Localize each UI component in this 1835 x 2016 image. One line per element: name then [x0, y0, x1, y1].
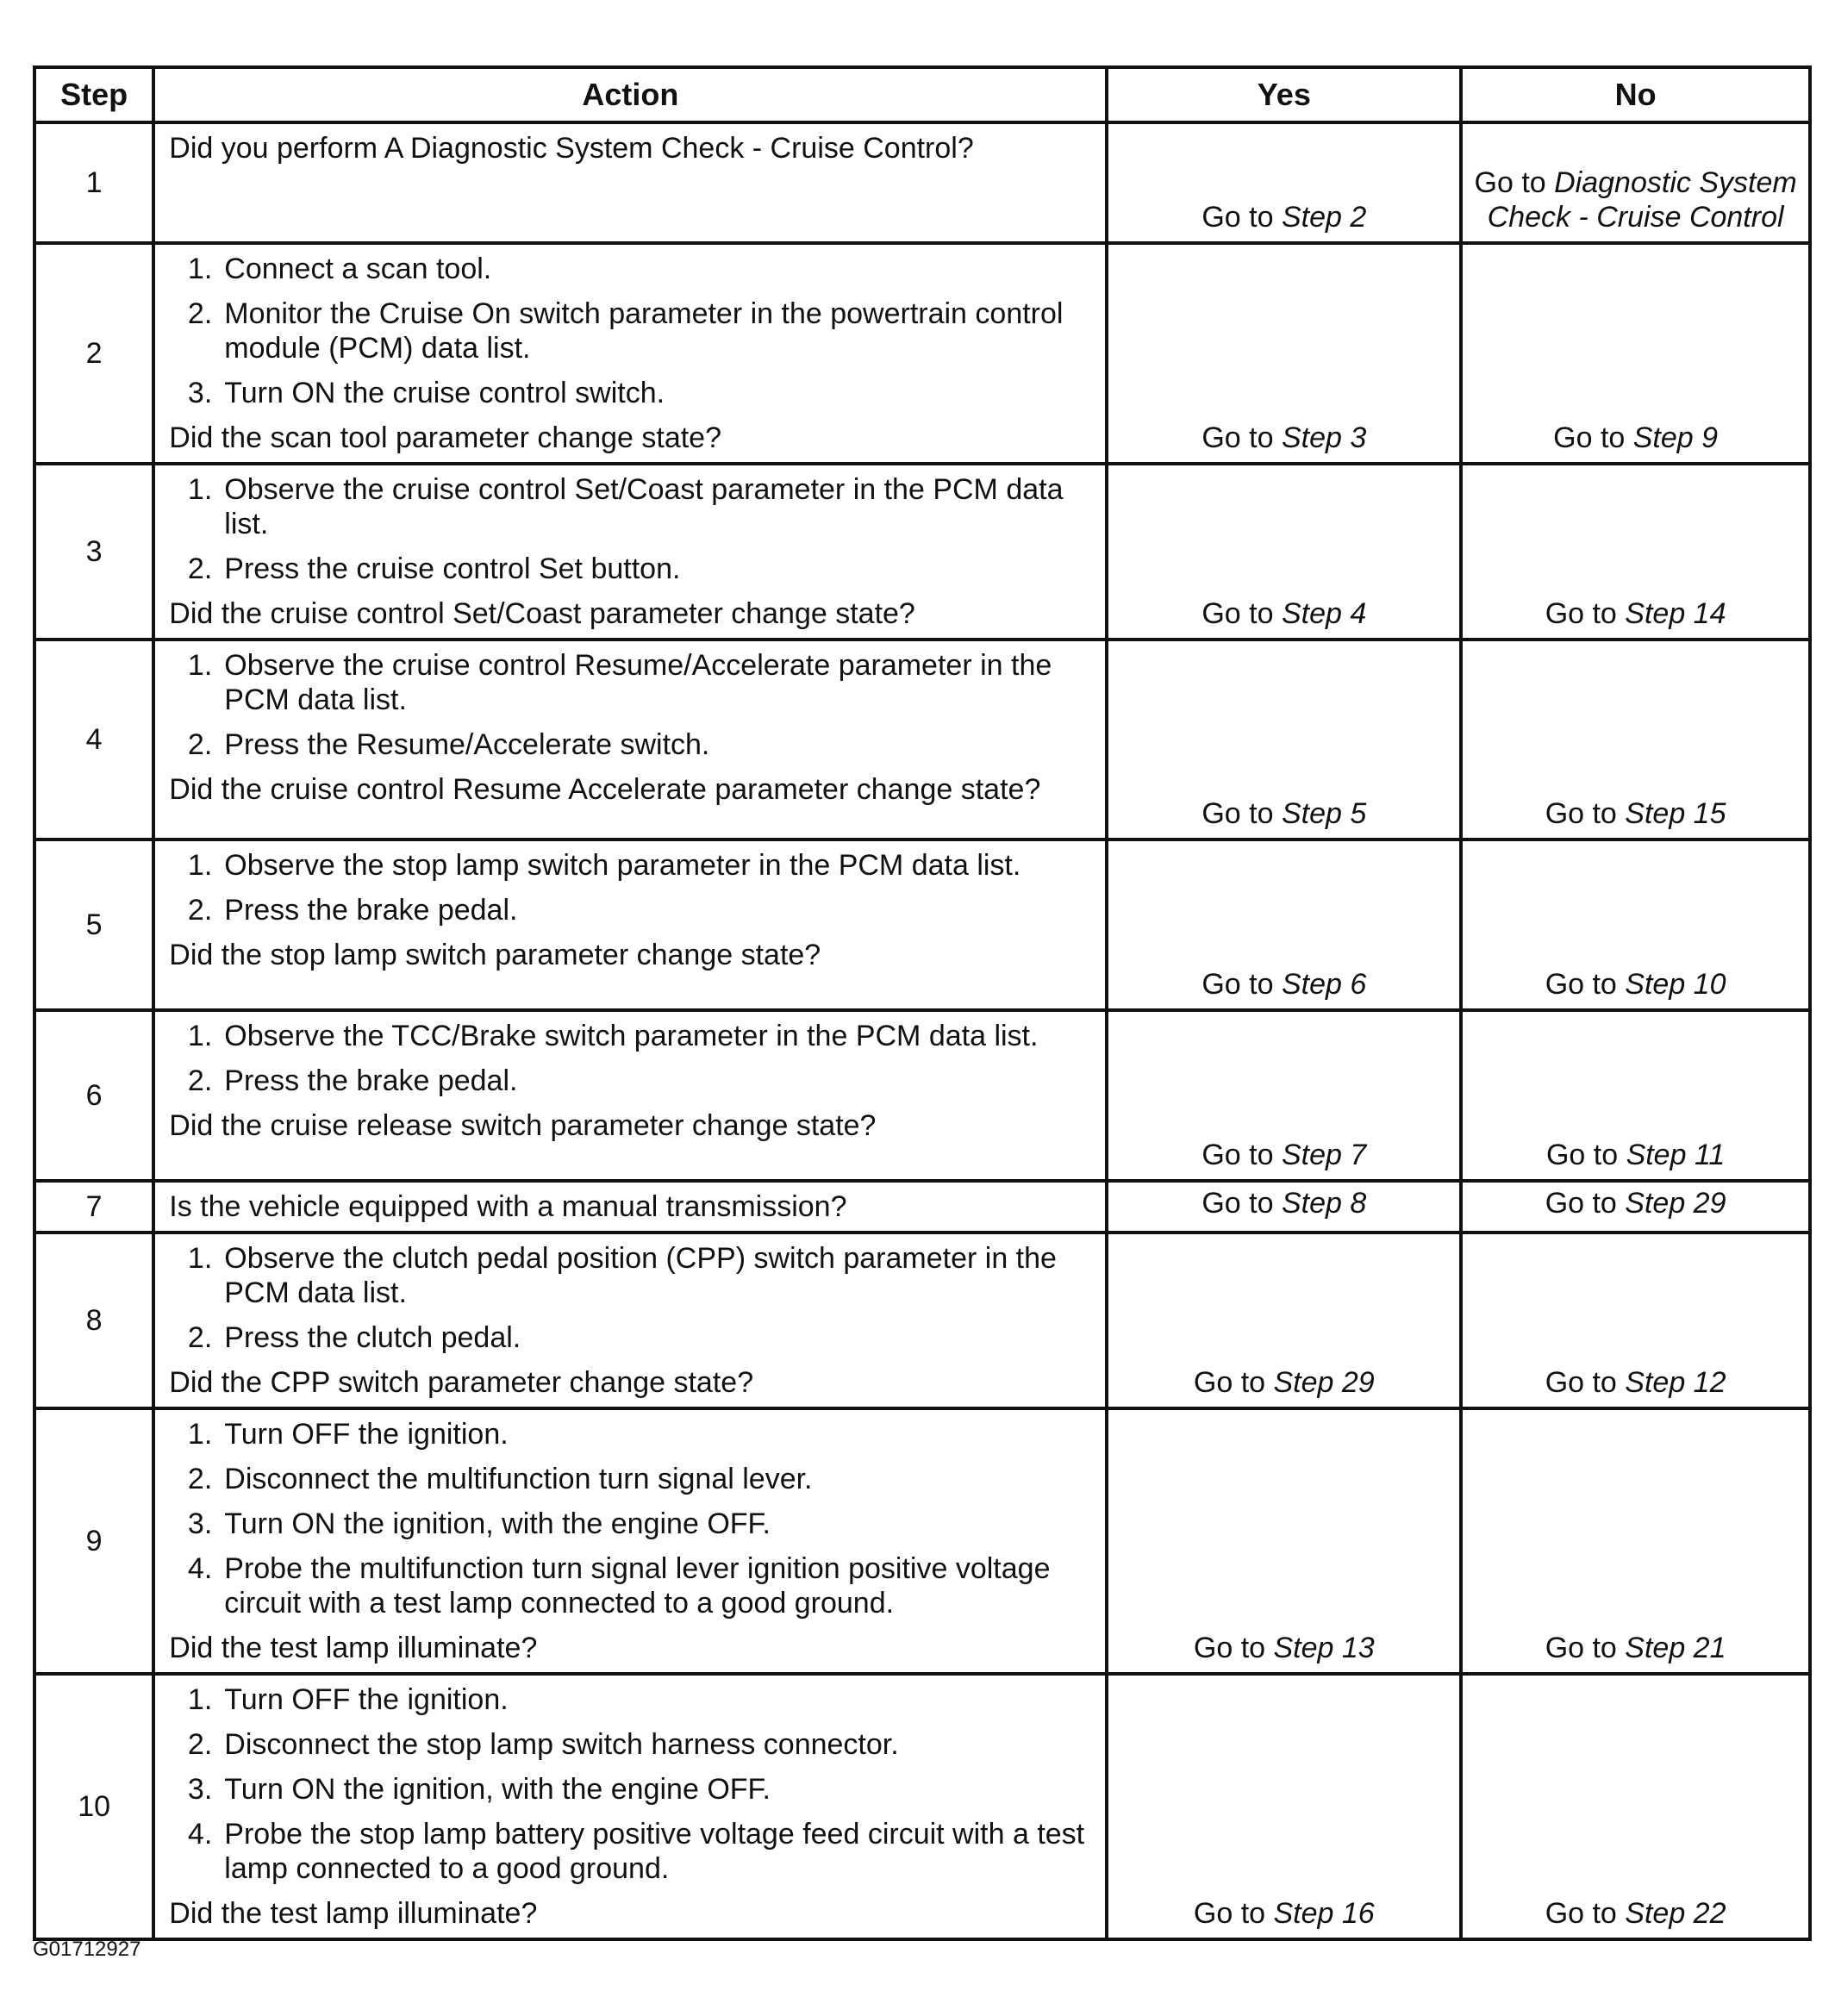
action-step-text: Observe the TCC/Brake switch parameter in the PCM data list.	[224, 1020, 1039, 1052]
action-step-text: Turn ON the ignition, with the engine OFF.	[224, 1507, 771, 1540]
no-goto-prefix: Go to	[1545, 1366, 1626, 1399]
action-step	[169, 552, 1093, 586]
action-steps-list	[169, 1241, 1093, 1355]
action-step-text: Observe the stop lamp switch parameter in the PCM data list.	[224, 849, 1021, 882]
no-cell	[1461, 243, 1810, 464]
action-steps-list	[169, 848, 1093, 927]
action-step	[169, 1417, 1093, 1451]
no-goto-prefix: Go to	[1545, 797, 1626, 830]
action-step-number: 2.	[187, 1728, 213, 1761]
step-number: 7	[34, 1181, 153, 1233]
action-steps-list	[169, 1019, 1093, 1098]
step-number: 5	[34, 839, 153, 1010]
action-step-text: Press the cruise control Set button.	[224, 552, 681, 585]
yes-cell	[1107, 1233, 1461, 1408]
action-question: Did you perform A Diagnostic System Check - Cruise Control?	[169, 132, 974, 165]
action-cell	[153, 464, 1107, 640]
action-step-number: 2.	[187, 552, 213, 585]
table-row	[34, 1233, 1810, 1408]
yes-goto-target[interactable]: Step 16	[1273, 1897, 1375, 1930]
no-cell	[1461, 1408, 1810, 1674]
action-step-number: 2.	[187, 1321, 213, 1354]
action-question: Did the stop lamp switch parameter change state?	[169, 939, 821, 971]
action-step	[169, 296, 1093, 365]
no-cell	[1461, 839, 1810, 1010]
no-cell	[1461, 640, 1810, 839]
no-goto-prefix: Go to	[1545, 1632, 1626, 1664]
action-steps-list	[169, 648, 1093, 762]
action-step-text: Monitor the Cruise On switch parameter in the powertrain control module (PCM) data list.	[224, 297, 1064, 365]
action-step-text: Disconnect the stop lamp switch harness connector.	[224, 1728, 899, 1761]
header-step: Step	[34, 67, 153, 122]
header-yes: Yes	[1107, 67, 1461, 122]
action-step-text: Observe the clutch pedal position (CPP) switch parameter in the PCM data list.	[224, 1242, 1057, 1309]
action-step-text: Observe the cruise control Set/Coast parameter in the PCM data list.	[224, 473, 1064, 540]
action-step-text: Connect a scan tool.	[224, 253, 492, 285]
action-step-number: 3.	[187, 1773, 213, 1806]
table-row	[34, 243, 1810, 464]
yes-goto-prefix: Go to	[1193, 1632, 1274, 1664]
action-step	[169, 472, 1093, 541]
action-step	[169, 1462, 1093, 1496]
step-number: 1	[34, 122, 153, 243]
action-step-text: Press the Resume/Accelerate switch.	[224, 728, 710, 761]
action-step	[169, 1019, 1093, 1053]
action-step-number: 1.	[187, 253, 213, 285]
action-steps-list	[169, 1682, 1093, 1886]
yes-goto-target[interactable]: Step 5	[1281, 797, 1367, 830]
yes-goto-prefix: Go to	[1201, 201, 1282, 234]
no-goto-prefix: Go to	[1474, 166, 1555, 199]
no-goto-prefix: Go to	[1553, 421, 1633, 454]
no-cell	[1461, 1674, 1810, 1939]
action-step	[169, 848, 1093, 883]
no-goto-prefix: Go to	[1545, 1139, 1626, 1171]
action-step	[169, 1064, 1093, 1098]
action-step-text: Press the brake pedal.	[224, 894, 518, 927]
no-cell	[1461, 122, 1810, 243]
yes-cell	[1107, 1010, 1461, 1181]
table-row	[34, 839, 1810, 1010]
action-step-number: 2.	[187, 297, 213, 330]
action-step	[169, 1241, 1093, 1310]
action-step-number: 1.	[187, 849, 213, 882]
step-number: 9	[34, 1408, 153, 1674]
no-goto-prefix: Go to	[1545, 968, 1626, 1001]
no-cell	[1461, 1181, 1810, 1233]
yes-goto-prefix: Go to	[1201, 1139, 1282, 1171]
step-number: 3	[34, 464, 153, 640]
table-row	[34, 640, 1810, 839]
action-step-number: 1.	[187, 1020, 213, 1052]
action-step-number: 1.	[187, 1418, 213, 1451]
action-step-text: Turn ON the ignition, with the engine OFF.	[224, 1773, 771, 1806]
action-question: Did the cruise release switch parameter change state?	[169, 1109, 877, 1142]
action-step-number: 2.	[187, 1064, 213, 1097]
action-step-number: 1.	[187, 1683, 213, 1716]
action-step-text: Turn ON the cruise control switch.	[224, 377, 665, 409]
table-row	[34, 1010, 1810, 1181]
figure-code: G01712927	[33, 1938, 141, 1961]
action-step	[169, 376, 1093, 410]
action-step-text: Observe the cruise control Resume/Accelerate parameter in the PCM data list.	[224, 649, 1052, 716]
action-question: Did the test lamp illuminate?	[169, 1632, 538, 1664]
yes-goto-target[interactable]: Step 2	[1281, 201, 1367, 234]
action-cell	[153, 243, 1107, 464]
action-step	[169, 1727, 1093, 1762]
yes-goto-prefix: Go to	[1201, 597, 1282, 630]
header-no: No	[1461, 67, 1810, 122]
action-cell	[153, 1010, 1107, 1181]
action-step-number: 4.	[187, 1552, 213, 1585]
header-action: Action	[153, 67, 1107, 122]
action-step-text: Turn OFF the ignition.	[224, 1418, 509, 1451]
action-step-number: 2.	[187, 894, 213, 927]
yes-goto-prefix: Go to	[1201, 421, 1282, 454]
yes-cell	[1107, 464, 1461, 640]
yes-cell	[1107, 839, 1461, 1010]
no-goto-target[interactable]: Step 21	[1625, 1632, 1726, 1664]
yes-goto-prefix: Go to	[1201, 1187, 1282, 1220]
action-step-number: 3.	[187, 1507, 213, 1540]
action-question: Did the cruise control Set/Coast parameter change state?	[169, 597, 915, 630]
yes-cell	[1107, 243, 1461, 464]
yes-goto-target[interactable]: Step 7	[1281, 1139, 1367, 1171]
no-goto-target[interactable]: Step 9	[1632, 421, 1719, 454]
yes-cell	[1107, 122, 1461, 243]
action-step-text: Press the brake pedal.	[224, 1064, 518, 1097]
action-cell	[153, 122, 1107, 243]
action-step-number: 1.	[187, 473, 213, 506]
action-question: Did the scan tool parameter change state?	[169, 421, 721, 454]
action-step	[169, 1772, 1093, 1807]
action-steps-list	[169, 1417, 1093, 1620]
yes-goto-target[interactable]: Step 6	[1281, 968, 1367, 1001]
action-question: Did the test lamp illuminate?	[169, 1897, 538, 1930]
action-cell	[153, 1181, 1107, 1233]
step-number: 2	[34, 243, 153, 464]
table-row	[34, 464, 1810, 640]
action-step	[169, 252, 1093, 286]
action-step-text: Probe the stop lamp battery positive voltage feed circuit with a test lamp connected to a good ground.	[224, 1818, 1085, 1885]
no-cell	[1461, 1233, 1810, 1408]
no-cell	[1461, 464, 1810, 640]
no-cell	[1461, 1010, 1810, 1181]
action-steps-list	[169, 252, 1093, 410]
action-step	[169, 893, 1093, 927]
no-goto-target[interactable]: Step 15	[1625, 797, 1726, 830]
table-body	[34, 122, 1810, 1939]
action-question: Is the vehicle equipped with a manual transmission?	[169, 1190, 847, 1223]
no-goto-target[interactable]: Step 10	[1625, 968, 1726, 1001]
yes-goto-target[interactable]: Step 13	[1273, 1632, 1375, 1664]
action-step-number: 4.	[187, 1818, 213, 1851]
yes-goto-prefix: Go to	[1201, 797, 1282, 830]
yes-cell	[1107, 640, 1461, 839]
action-step-number: 2.	[187, 728, 213, 761]
action-step	[169, 1320, 1093, 1355]
table-row	[34, 1181, 1810, 1233]
action-cell	[153, 1233, 1107, 1408]
diagnostic-table	[33, 66, 1812, 1941]
table-row	[34, 122, 1810, 243]
step-number: 6	[34, 1010, 153, 1181]
yes-goto-target[interactable]: Step 4	[1281, 597, 1367, 630]
action-question: Did the CPP switch parameter change state?	[169, 1366, 754, 1399]
no-goto-prefix: Go to	[1545, 1187, 1626, 1220]
table-row	[34, 1408, 1810, 1674]
action-step-number: 1.	[187, 649, 213, 682]
step-number: 8	[34, 1233, 153, 1408]
action-cell	[153, 1408, 1107, 1674]
yes-cell	[1107, 1408, 1461, 1674]
no-goto-target[interactable]: Step 12	[1625, 1366, 1726, 1399]
action-step-text: Probe the multifunction turn signal lever ignition positive voltage circuit with a test lamp connected to a good ground.	[224, 1552, 1051, 1620]
action-cell	[153, 1674, 1107, 1939]
no-goto-target[interactable]: Step 11	[1626, 1139, 1726, 1171]
yes-cell	[1107, 1674, 1461, 1939]
action-step-text: Press the clutch pedal.	[224, 1321, 521, 1354]
action-cell	[153, 839, 1107, 1010]
table-row	[34, 1674, 1810, 1939]
action-step-number: 1.	[187, 1242, 213, 1275]
yes-goto-target[interactable]: Step 8	[1281, 1187, 1367, 1220]
action-step	[169, 648, 1093, 717]
action-step	[169, 1551, 1093, 1620]
yes-goto-target[interactable]: Step 29	[1273, 1366, 1375, 1399]
no-goto-prefix: Go to	[1545, 1897, 1626, 1930]
yes-goto-prefix: Go to	[1193, 1897, 1274, 1930]
action-step	[169, 1507, 1093, 1541]
yes-goto-prefix: Go to	[1201, 968, 1282, 1001]
no-goto-target[interactable]: Step 14	[1625, 597, 1726, 630]
action-steps-list	[169, 472, 1093, 586]
action-step	[169, 1817, 1093, 1886]
action-step	[169, 1682, 1093, 1717]
action-step	[169, 727, 1093, 762]
action-step-text: Turn OFF the ignition.	[224, 1683, 509, 1716]
no-goto-target[interactable]: Diagnostic System Check - Cruise Control	[1487, 166, 1797, 234]
no-goto-target[interactable]: Step 29	[1625, 1187, 1726, 1220]
action-cell	[153, 640, 1107, 839]
action-step-text: Disconnect the multifunction turn signal lever.	[224, 1463, 813, 1495]
yes-goto-prefix: Go to	[1193, 1366, 1274, 1399]
step-number: 10	[34, 1674, 153, 1939]
step-number: 4	[34, 640, 153, 839]
action-question: Did the cruise control Resume Accelerate parameter change state?	[169, 773, 1041, 806]
action-step-number: 2.	[187, 1463, 213, 1495]
no-goto-target[interactable]: Step 22	[1625, 1897, 1726, 1930]
yes-goto-target[interactable]: Step 3	[1281, 421, 1367, 454]
no-goto-prefix: Go to	[1545, 597, 1626, 630]
action-step-number: 3.	[187, 377, 213, 409]
yes-cell	[1107, 1181, 1461, 1233]
header-row	[34, 67, 1810, 122]
